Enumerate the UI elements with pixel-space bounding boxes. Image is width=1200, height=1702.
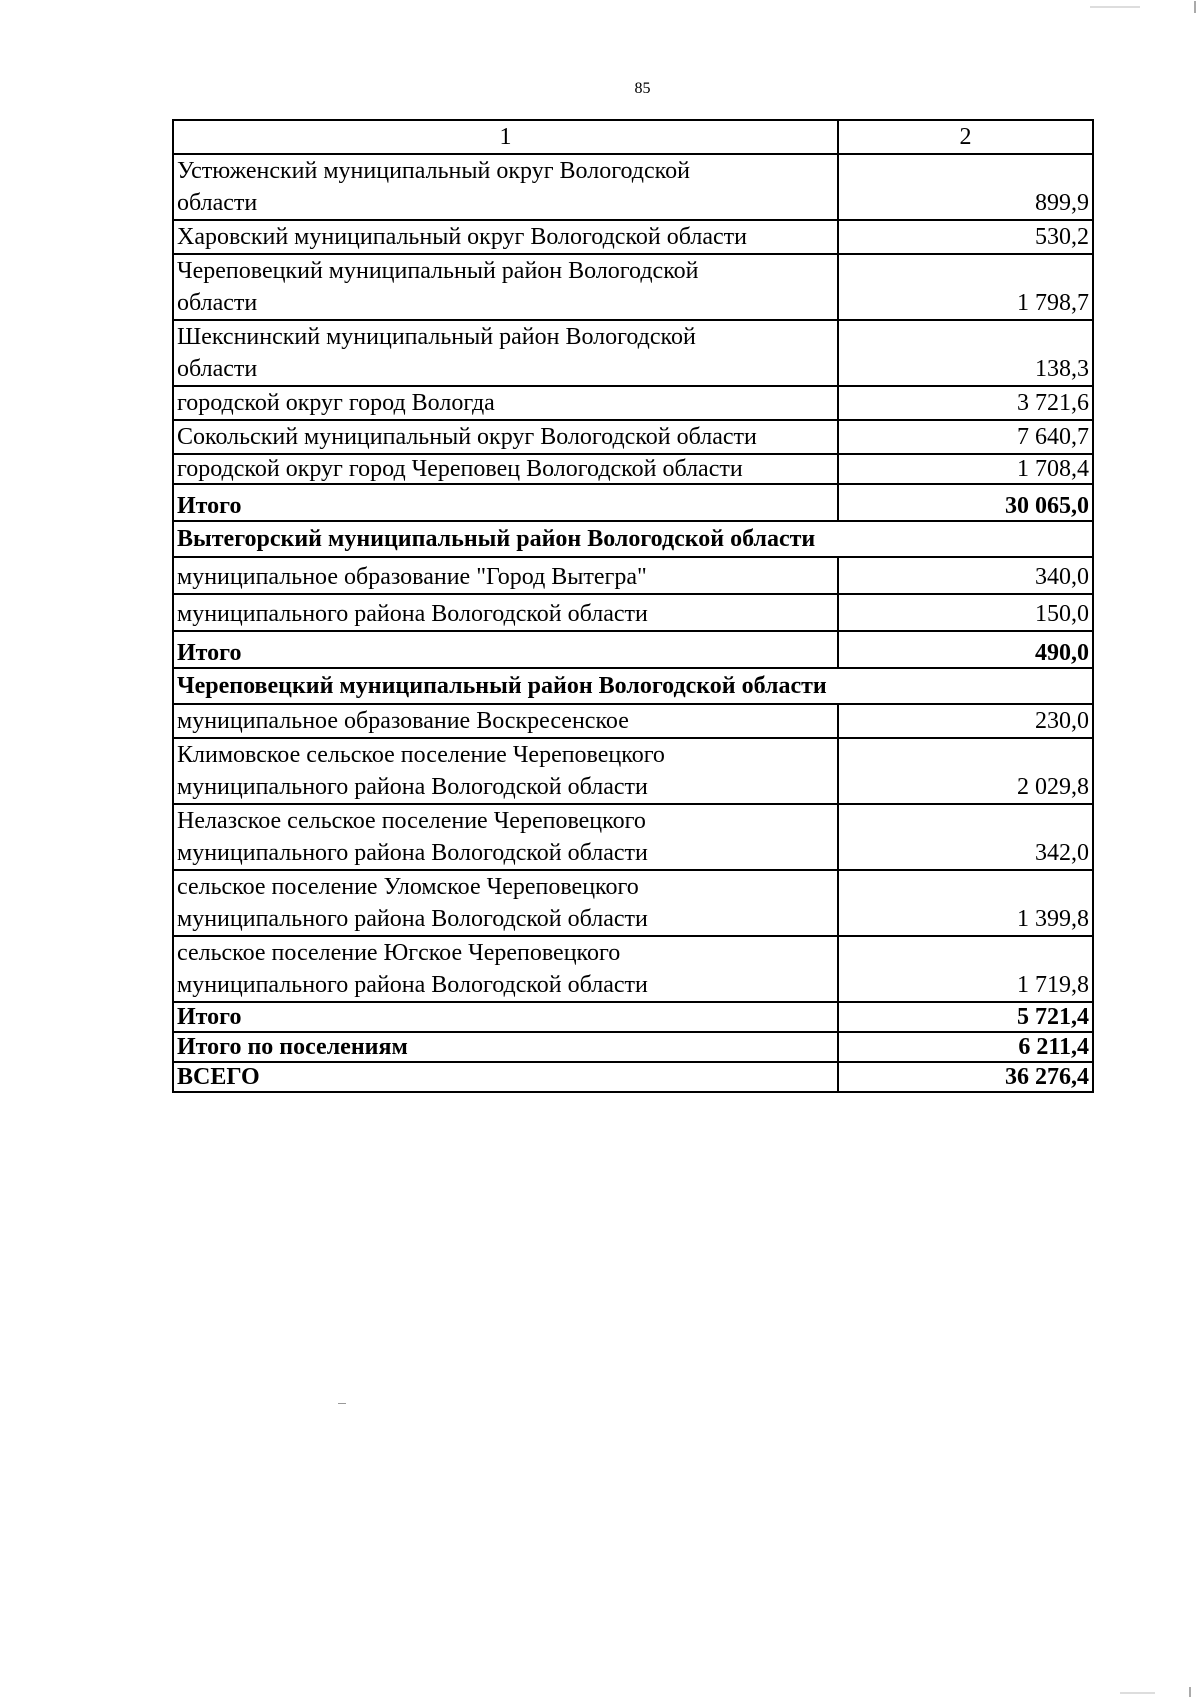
row-value-cell: 340,0 (838, 557, 1093, 594)
row-name-cell (173, 420, 838, 454)
total-row (173, 484, 1093, 521)
row-name-line: области (177, 356, 258, 382)
row-name-cell (173, 557, 838, 594)
row-name-line: области (177, 290, 258, 316)
column-header-1: 1 (173, 120, 838, 154)
section-header-row (173, 668, 1093, 704)
table-row (173, 386, 1093, 420)
row-value-cell: 1 719,8 (838, 936, 1093, 1002)
row-name-cell (173, 454, 838, 484)
row-name-line: муниципального района Вологодской области (177, 972, 648, 998)
row-name-cell (173, 704, 838, 738)
table-row (173, 594, 1093, 631)
total-row (173, 631, 1093, 668)
row-name-line: Итого (177, 493, 242, 519)
total-row (173, 1032, 1093, 1062)
row-value-cell: 150,0 (838, 594, 1093, 631)
row-value-cell: 36 276,4 (838, 1062, 1093, 1092)
row-name-line: Череповецкий муниципальный район Вологодской (177, 258, 699, 284)
table-row (173, 738, 1093, 804)
column-header-2: 2 (838, 120, 1093, 154)
row-value-cell: 1 798,7 (838, 254, 1093, 320)
row-name-cell (173, 631, 838, 668)
row-name-cell (173, 804, 838, 870)
row-value-cell: 2 029,8 (838, 738, 1093, 804)
row-name-line: муниципальное образование Воскресенское (177, 708, 629, 734)
row-name-line: городской округ город Вологда (177, 390, 495, 416)
scan-artifact-dash (338, 1403, 346, 1404)
table-row (173, 704, 1093, 738)
data-table (172, 119, 1094, 1093)
row-name-line: муниципального района Вологодской области (177, 774, 648, 800)
row-name-cell (173, 220, 838, 254)
table-row (173, 254, 1093, 320)
row-name-cell (173, 1002, 838, 1032)
row-name-line: Шекснинский муниципальный район Вологодской (177, 324, 696, 350)
scan-corner-mark-top (1030, 0, 1200, 12)
table-row (173, 870, 1093, 936)
row-name-line: муниципального района Вологодской области (177, 840, 648, 866)
row-name-cell (173, 1032, 838, 1062)
row-name-cell (173, 738, 838, 804)
row-name-line: муниципального района Вологодской области (177, 906, 648, 932)
row-name-cell (173, 320, 838, 386)
row-name-line: Итого (177, 1004, 242, 1030)
row-name-line: Устюженский муниципальный округ Вологодской (177, 158, 690, 184)
row-value-cell: 530,2 (838, 220, 1093, 254)
row-name-cell (173, 154, 838, 220)
row-name-line: муниципального района Вологодской области (177, 601, 648, 627)
row-name-line: Сокольский муниципальный округ Вологодской области (177, 424, 757, 450)
row-name-cell (173, 1062, 838, 1092)
total-row (173, 1062, 1093, 1092)
row-value-cell: 490,0 (838, 631, 1093, 668)
row-name-line: муниципальное образование "Город Вытегра" (177, 564, 647, 590)
scan-corner-mark-bottom (1030, 1683, 1200, 1697)
row-name-cell (173, 936, 838, 1002)
row-value-cell: 6 211,4 (838, 1032, 1093, 1062)
row-name-line: Итого (177, 640, 242, 666)
row-name-cell (173, 386, 838, 420)
row-name-cell (173, 484, 838, 521)
table-row (173, 220, 1093, 254)
row-value-cell: 138,3 (838, 320, 1093, 386)
row-name-cell (173, 594, 838, 631)
row-name-line: Вытегорский муниципальный район Вологодской области (177, 526, 816, 552)
row-value-cell: 899,9 (838, 154, 1093, 220)
row-name-cell (173, 254, 838, 320)
total-row (173, 1002, 1093, 1032)
table-row (173, 320, 1093, 386)
row-value-cell: 230,0 (838, 704, 1093, 738)
row-name-cell (173, 870, 838, 936)
row-value-cell: 342,0 (838, 804, 1093, 870)
row-name-line: сельское поселение Уломское Череповецкого (177, 874, 639, 900)
row-name-cell (173, 521, 1093, 557)
section-header-row (173, 521, 1093, 557)
table-row (173, 804, 1093, 870)
table-header-row (173, 120, 1093, 154)
table-row (173, 454, 1093, 484)
row-name-line: сельское поселение Югское Череповецкого (177, 940, 621, 966)
row-name-line: городской округ город Череповец Вологодской области (177, 456, 743, 482)
page-number: 85 (634, 80, 651, 97)
row-value-cell: 7 640,7 (838, 420, 1093, 454)
row-name-line: области (177, 190, 258, 216)
row-value-cell: 1 708,4 (838, 454, 1093, 484)
row-name-line: Итого по поселениям (177, 1034, 408, 1060)
row-name-line: ВСЕГО (177, 1064, 260, 1090)
row-name-line: Климовское сельское поселение Череповецкого (177, 742, 665, 768)
row-value-cell: 5 721,4 (838, 1002, 1093, 1032)
row-value-cell: 30 065,0 (838, 484, 1093, 521)
row-name-line: Нелазское сельское поселение Череповецкого (177, 808, 646, 834)
row-name-line: Череповецкий муниципальный район Вологодской области (177, 673, 827, 699)
table-row (173, 154, 1093, 220)
table-body (173, 120, 1093, 1092)
row-name-cell (173, 668, 1093, 704)
row-name-line: Харовский муниципальный округ Вологодской области (177, 224, 747, 250)
table-row (173, 936, 1093, 1002)
table-row (173, 420, 1093, 454)
table-row (173, 557, 1093, 594)
row-value-cell: 1 399,8 (838, 870, 1093, 936)
row-value-cell: 3 721,6 (838, 386, 1093, 420)
